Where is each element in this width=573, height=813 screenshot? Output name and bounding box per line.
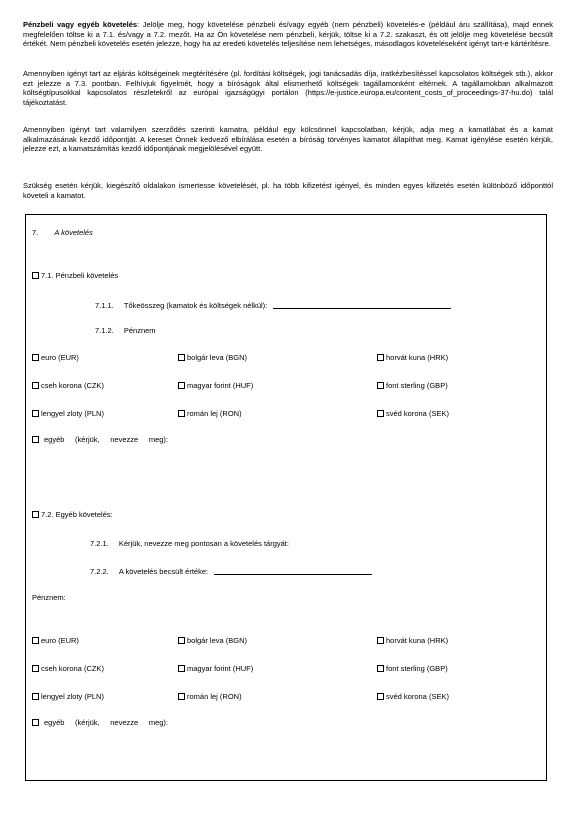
estimated-value-number: 7.2.2. xyxy=(90,567,109,576)
currency-checkbox[interactable] xyxy=(32,382,39,389)
intro-bold-term: Pénzbeli vagy egyéb követelés xyxy=(23,20,138,29)
principal-amount-row xyxy=(95,300,451,311)
currency-checkbox[interactable] xyxy=(32,410,39,417)
other-claim-label: 7.2. Egyéb követelés: xyxy=(41,510,113,519)
currency-checkbox[interactable] xyxy=(32,693,39,700)
intro-paragraph-1 xyxy=(23,20,553,49)
intro-paragraph-3: Amennyiben igényt tart valamilyen szerződés szerinti kamatra, például egy kölcsönnel kapcsolatban, kérjük, adja meg a kamatlábat és a kamat alkalmazásának kezdő időpontját. A kereset Önnek kedvező elbírálása esetén a bíróság törvényes kamatot állapíthat meg. Kamat igénylése esetén kérjük, jelezze ezt, a kamatszámítás kezdő időpontjának megjelölésével együtt. xyxy=(23,125,553,153)
other-claim-option[interactable] xyxy=(32,510,113,520)
intro-paragraph-2: Amennyiben igényt tart az eljárás költségeinek megtérítésére (pl. fordítási költségek, jogi tanácsadás díja, iratkézbesítéssel kapcsolatos költségek stb.), akkor ezt jelezze a 7.3. pontban. Felhívjuk figyelmét, hogy a bíróságok által elismerhető költségek tagállamonként eltérnek. A tagállamokban alkalmazott költségtípusokkal kapcsolatos részletekről az európai igazságügyi portálon (https://e-justice.europa.eu/content_costs_of_proceedings-37-hu.do) talál tájékoztatást. xyxy=(23,69,553,107)
currency-option[interactable] xyxy=(178,381,253,391)
currency-option[interactable] xyxy=(178,353,247,363)
section-title: A követelés xyxy=(54,228,93,237)
currency-label: magyar forint (HUF) xyxy=(187,381,254,390)
estimated-value-row xyxy=(90,566,372,577)
currency-checkbox[interactable] xyxy=(32,665,39,672)
currency-option[interactable] xyxy=(32,353,79,363)
currency-label: magyar forint (HUF) xyxy=(187,664,254,673)
monetary-claim-label: 7.1. Pénzbeli követelés xyxy=(41,271,119,280)
currency-option[interactable] xyxy=(32,636,79,646)
principal-amount-number: 7.1.1. xyxy=(95,301,114,310)
other-currency-label: egyéb (kérjük, nevezze meg): xyxy=(44,718,168,727)
currency-label: font sterling (GBP) xyxy=(386,664,448,673)
section-number: 7. xyxy=(32,228,39,237)
other-currency-label: egyéb (kérjük, nevezze meg): xyxy=(44,435,168,444)
currency-label: euro (EUR) xyxy=(41,353,79,362)
currency-checkbox[interactable] xyxy=(178,354,185,361)
principal-amount-label: Tőkeösszeg (kamatok és költségek nélkül): xyxy=(123,301,268,310)
currency-checkbox[interactable] xyxy=(178,382,185,389)
currency-label: román lej (RON) xyxy=(187,409,242,418)
estimated-value-field[interactable] xyxy=(214,566,372,575)
other-claim-checkbox[interactable] xyxy=(32,511,39,518)
currency-checkbox[interactable] xyxy=(178,693,185,700)
currency-checkbox[interactable] xyxy=(32,637,39,644)
claim-form-box xyxy=(25,214,547,781)
currency-option[interactable] xyxy=(377,664,448,674)
currency-option[interactable] xyxy=(178,636,247,646)
intro-paragraph-1-text: : Jelölje meg, hogy követelése pénzbeli és/vagy egyéb (nem pénzbeli) követelés-e (például áru szállítása), majd ennek megfelelően töltse ki a 7.1. és/vagy a 7.2. mezőt. Ha az Ön követelése nem pénzbeli, kérjük, töltse ki a 7.2. szakaszt, és ott jelölje meg követelése becsült értékét. Nem pénzbeli követelés esetén jelezze, hogy ha az eredeti követelés teljesítése nem lehetséges, másodlagos követeléseként igényt tart-e kártérítésre. xyxy=(23,20,553,48)
currency-option[interactable] xyxy=(377,381,448,391)
currency-label: euro (EUR) xyxy=(41,636,79,645)
currency-checkbox[interactable] xyxy=(377,637,384,644)
estimated-value-label: A követelés becsült értéke: xyxy=(118,567,209,576)
currency-option[interactable] xyxy=(178,664,253,674)
currency-label: bolgár leva (BGN) xyxy=(187,353,248,362)
claim-subject-row xyxy=(90,539,289,549)
currency-label: cseh korona (CZK) xyxy=(41,664,104,673)
currency-checkbox[interactable] xyxy=(377,354,384,361)
currency-label: cseh korona (CZK) xyxy=(41,381,104,390)
currency-option[interactable] xyxy=(32,409,104,419)
currency-label: font sterling (GBP) xyxy=(386,381,448,390)
currency-option[interactable] xyxy=(377,692,449,702)
currency-label: svéd korona (SEK) xyxy=(386,692,449,701)
other-currency-checkbox[interactable] xyxy=(32,436,39,443)
currency-label: horvát kuna (HRK) xyxy=(386,353,449,362)
currency-option[interactable] xyxy=(377,353,448,363)
currency-label: román lej (RON) xyxy=(187,692,242,701)
currency-checkbox[interactable] xyxy=(178,410,185,417)
currency-checkbox[interactable] xyxy=(32,354,39,361)
other-currency-heading: Pénznem: xyxy=(32,593,66,602)
claim-subject-label: Kérjük, nevezze meg pontosan a követelés tárgyát: xyxy=(118,539,289,548)
currency-checkbox[interactable] xyxy=(377,693,384,700)
other-currency-option[interactable] xyxy=(32,435,168,445)
currency-label: lengyel zloty (PLN) xyxy=(41,692,104,701)
section-heading xyxy=(32,228,93,238)
claim-subject-number: 7.2.1. xyxy=(90,539,109,548)
currency-heading-row xyxy=(95,326,156,336)
currency-checkbox[interactable] xyxy=(377,665,384,672)
currency-checkbox[interactable] xyxy=(178,665,185,672)
currency-option[interactable] xyxy=(377,636,448,646)
currency-checkbox[interactable] xyxy=(377,410,384,417)
currency-option[interactable] xyxy=(178,409,242,419)
currency-option[interactable] xyxy=(32,692,104,702)
currency-option[interactable] xyxy=(178,692,242,702)
currency-option[interactable] xyxy=(377,409,449,419)
principal-amount-field[interactable] xyxy=(273,300,451,309)
other-currency-checkbox[interactable] xyxy=(32,719,39,726)
currency-label: lengyel zloty (PLN) xyxy=(41,409,104,418)
currency-label: svéd korona (SEK) xyxy=(386,409,449,418)
currency-heading-number: 7.1.2. xyxy=(95,326,114,335)
currency-option[interactable] xyxy=(32,664,104,674)
other-currency-option[interactable] xyxy=(32,718,168,728)
monetary-claim-option[interactable] xyxy=(32,271,118,281)
currency-label: bolgár leva (BGN) xyxy=(187,636,248,645)
monetary-claim-checkbox[interactable] xyxy=(32,272,39,279)
currency-checkbox[interactable] xyxy=(377,382,384,389)
intro-paragraph-4: Szükség esetén kérjük, kiegészítő oldalakon ismertesse követelését, pl. ha több kifizetést igényel, és minden egyes kifizetés esetén különböző időponttól követeli a kamatot. xyxy=(23,181,553,200)
currency-checkbox[interactable] xyxy=(178,637,185,644)
currency-option[interactable] xyxy=(32,381,104,391)
currency-heading-label: Pénznem xyxy=(123,326,156,335)
currency-label: horvát kuna (HRK) xyxy=(386,636,449,645)
